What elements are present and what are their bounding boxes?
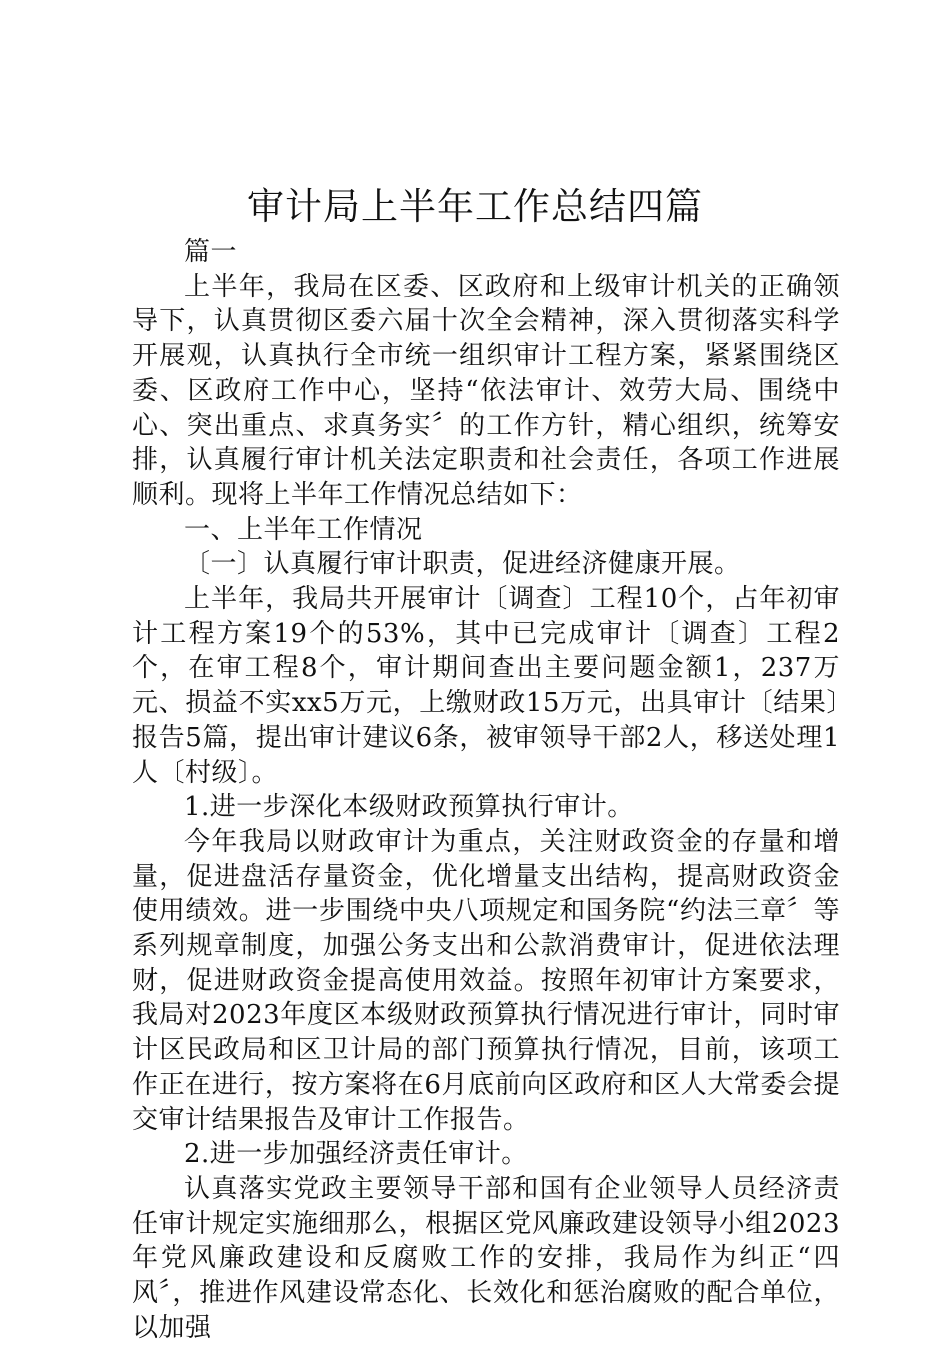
document-title: 审计局上半年工作总结四篇 [247,185,703,228]
paragraph-audit-summary: 上半年，我局共开展审计〔调查〕工程10个，占年初审计工程方案19个的53%，其中已完成审计〔调查〕工程2个，在审工程8个，审计期间查出主要问题金额1，237万元、损益不实xx5万元，上缴财政15万元，出具审计〔结果〕报告5篇，提出审计建议6条，被审领导干部2人，移送处理1人〔村级〕。 [132,584,840,788]
paragraph-intro: 上半年，我局在区委、区政府和上级审计机关的正确领导下，认真贯彻区委六届十次全会精神，深入贯彻落实科学开展观，认真执行全市统一组织审计工程方案，紧紧围绕区委、区政府工作中心，坚持“依法审计、效劳大局、围绕中心、突出重点、求真务实〞的工作方针，精心组织，统筹安排，认真履行审计机关法定职责和社会责任，各项工作进展顺利。现将上半年工作情况总结如下： [132,271,840,510]
section-label: 篇一 [184,237,238,267]
heading-item-2: 2.进一步加强经济责任审计。 [184,1139,528,1170]
document-body [132,235,840,1346]
paragraph-responsibility-audit: 认真落实党政主要领导干部和国有企业领导人员经济责任审计规定实施细那么，根据区党风廉政建设领导小组2023年党风廉政建设和反腐败工作的安排，我局作为纠正“四风〞，推进作风建设常态化、长效化和惩治腐败的配合单位，以加强 [132,1173,840,1343]
heading-level-1: 一、上半年工作情况 [184,514,423,545]
paragraph-fiscal-audit: 今年我局以财政审计为重点，关注财政资金的存量和增量，促进盘活存量资金，优化增量支出结构，提高财政资金使用绩效。进一步围绕中央八项规定和国务院“约法三章〞等系列规章制度，加强公务支出和公款消费审计，促进依法理财，促进财政资金提高使用效益。按照年初审计方案要求，我局对2023年度区本级财政预算执行情况进行审计，同时审计区民政局和区卫计局的部门预算执行情况，目前，该项工作正在进行，按方案将在6月底前向区政府和区人大常委会提交审计结果报告及审计工作报告。 [132,826,840,1135]
heading-item-1: 1.进一步深化本级财政预算执行审计。 [184,792,634,823]
heading-level-2: 〔一〕认真履行审计职责，促进经济健康开展。 [184,549,741,580]
